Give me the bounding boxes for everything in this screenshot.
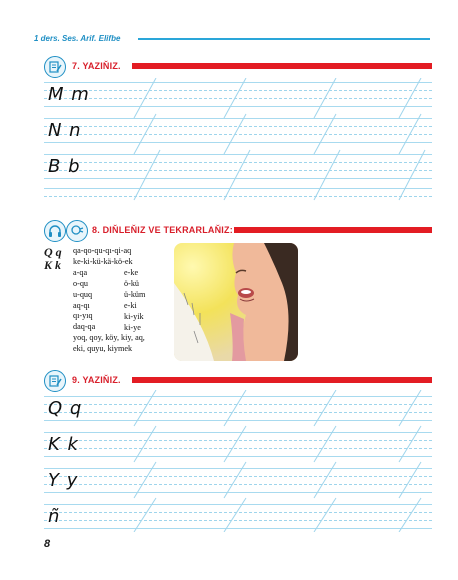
word-line: ki-ye [124, 322, 141, 332]
section-8-heading [44, 220, 432, 242]
word-line: o-qu [73, 278, 89, 288]
word-line: qı-yıq [73, 311, 93, 321]
page-number: 8 [44, 538, 51, 550]
section-9-bar [132, 377, 432, 383]
word-line: e-ki [124, 300, 137, 310]
syllable-list-2 [124, 268, 145, 333]
letter-sample: M m [48, 84, 90, 105]
letter-sample: K k [48, 434, 79, 455]
letter-sample: Q q [48, 398, 83, 419]
section-9-title: 9. YAZIŇIZ. [72, 375, 121, 385]
letter-sample: N n [48, 120, 82, 141]
section-7-bar [132, 63, 432, 69]
section-7-title: 7. YAZIŇIZ. [72, 61, 121, 71]
writing-hand-icon [44, 56, 66, 78]
word-line: ü-küm [124, 289, 146, 299]
word-line: eki, quyu, kiymek [73, 344, 133, 354]
speaking-illustration [174, 243, 298, 361]
letter-pairs [44, 246, 62, 272]
writing-hand-icon [44, 370, 66, 392]
section-7-heading [44, 56, 432, 78]
word-line: yoq, qoy, köy, kiy, aq, [73, 333, 145, 343]
letter-sample: ñ [48, 506, 61, 527]
word-line: daq-qa [73, 322, 96, 332]
word-line: u-quq [73, 289, 93, 299]
word-line: ke-ki-kü-kä-kö-ek [73, 256, 133, 266]
header-rule [138, 38, 430, 40]
word-line: aq-qı [73, 300, 90, 310]
section-8-title: 8. DIŇLEŇIZ VE TEKRARLAŇIZ: [92, 225, 233, 235]
word-line: ö-kü [124, 278, 140, 288]
slant-guides [44, 78, 432, 202]
section-9-heading [44, 370, 432, 392]
pair-q: Q q [44, 245, 62, 259]
word-line: e-ke [124, 268, 139, 277]
word-line: a-qa [73, 267, 88, 277]
letter-sample: Y y [48, 470, 79, 491]
pair-k: K k [44, 258, 62, 272]
speaking-head-icon [66, 220, 88, 242]
word-line: qa-qo-qu-qı-qi-aq [73, 246, 132, 255]
word-line: ki-yik [124, 311, 144, 321]
chapter-header: 1 ders. Ses. Arif. Elifbe [34, 34, 121, 43]
letter-sample: B b [48, 156, 81, 177]
section-8-bar [234, 227, 432, 233]
headphones-icon [44, 220, 66, 242]
slant-guides [44, 390, 432, 532]
